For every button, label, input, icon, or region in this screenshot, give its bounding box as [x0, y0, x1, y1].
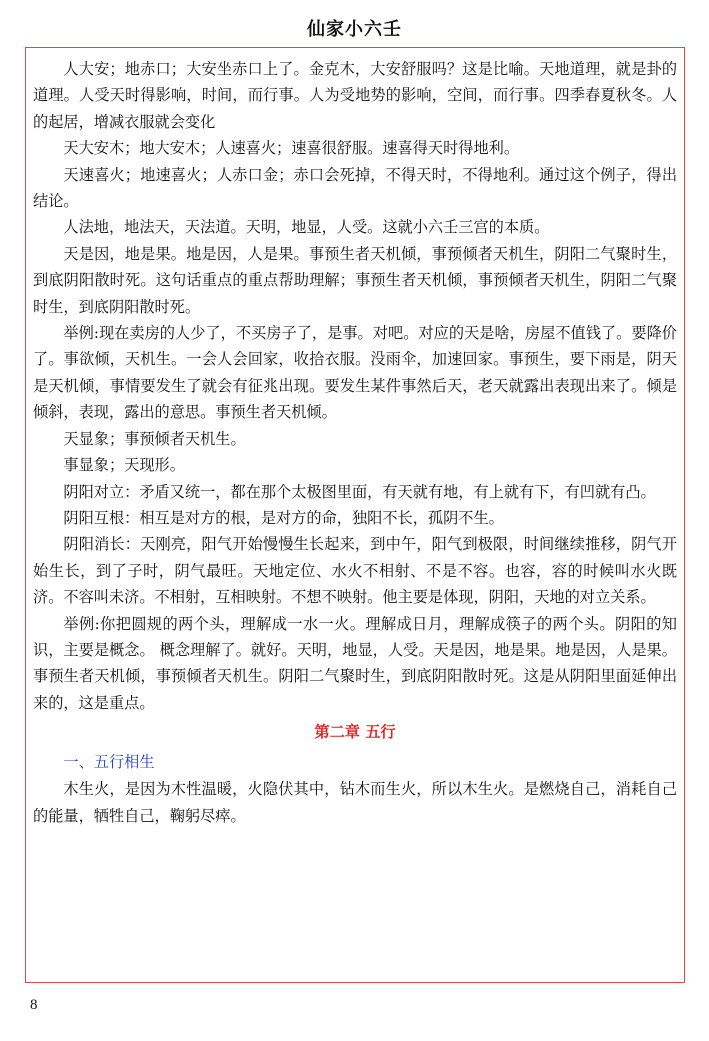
paragraph-8: 事显象；天现形。	[63, 456, 185, 475]
paragraph-6: 举例:现在卖房的人少了，不买房子了，是事。对吧。对应的天是啥，房屋不值钱了。要降价了。事欲倾，天机生。一会人会回家，收拾衣服。没雨伞，加速回家。事预生，要下雨是，阴天是天机倾，事情要发生了就会有征兆出现。要发生某件事然后天，老天就露出表现出来了。倾是倾斜，表现，露出的意思。事预生者天机倾。	[33, 324, 677, 422]
paragraph-4: 人法地，地法天，天法道。天明，地显，人受。这就小六壬三宫的本质。	[63, 218, 550, 237]
paragraph-3: 天速喜火；地速喜火；人赤口金；赤口会死掉，不得天时，不得地利。通过这个例子，得出结论。	[33, 165, 677, 211]
paragraph-7: 天显象；事预倾者天机生。	[63, 429, 246, 448]
page-header-title: 仙家小六壬	[307, 19, 402, 40]
paragraph-1: 人大安；地赤口；大安坐赤口上了。金克木，大安舒服吗？这是比喻。天地道理，就是卦的道理。人受天时得影响，时间，而行事。人为受地势的影响，空间，而行事。四季春夏秋冬。人的起居，增减衣服就会变化	[33, 60, 677, 131]
page-number: 8	[30, 997, 38, 1013]
section-title: 一、五行相生	[63, 753, 155, 772]
paragraph-11: 阴阳消长：天刚亮，阳气开始慢慢生长起来，到中午，阳气到极限，时间继续推移，阴气开始生长，到了子时，阴气最旺。天地定位、水火不相射、不是不容。也容，容的时候叫水火既济。不容叫未济。不相射，互相映射。不想不映射。他主要是体现，阴阳，天地的对立关系。	[33, 535, 677, 607]
paragraph-5: 天是因，地是果。地是因，人是果。事预生者天机倾，事预倾者天机生，阴阳二气聚时生，到底阴阳散时死。这句话重点的重点帮助理解；事预生者天机倾，事预倾者天机生，阴阳二气聚时生，到底阴阳散时死。	[33, 244, 677, 316]
paragraph-10: 阴阳互根：相互是对方的根，是对方的命，独阳不长，孤阴不生。	[63, 508, 504, 527]
paragraph-12: 举例:你把圆规的两个头，理解成一水一火。理解成日月，理解成筷子的两个头。阴阳的知识，主要是概念。 概念理解了。就好。天明，地显，人受。天是因，地是果。地是因，人是果。事预生者天机倾，事预倾者天机生。阴阳二气聚时生，到底阴阳散时死。这是从阴阳里面延伸出来的，这是重点。	[33, 614, 677, 712]
section-paragraph: 木生火，是因为木性温暖，火隐伏其中，钻木而生火，所以木生火。是燃烧自己，消耗自己的能量，牺牲自己，鞠躬尽瘁。	[33, 780, 677, 825]
chapter-title: 第二章 五行	[314, 723, 396, 742]
paragraph-2: 天大安木；地大安木；人速喜火；速喜很舒服。速喜得天时得地利。	[63, 139, 520, 158]
paragraph-9: 阴阳对立：矛盾又统一，都在那个太极图里面，有天就有地，有上就有下，有凹就有凸。	[63, 482, 656, 501]
content-frame	[25, 47, 685, 983]
